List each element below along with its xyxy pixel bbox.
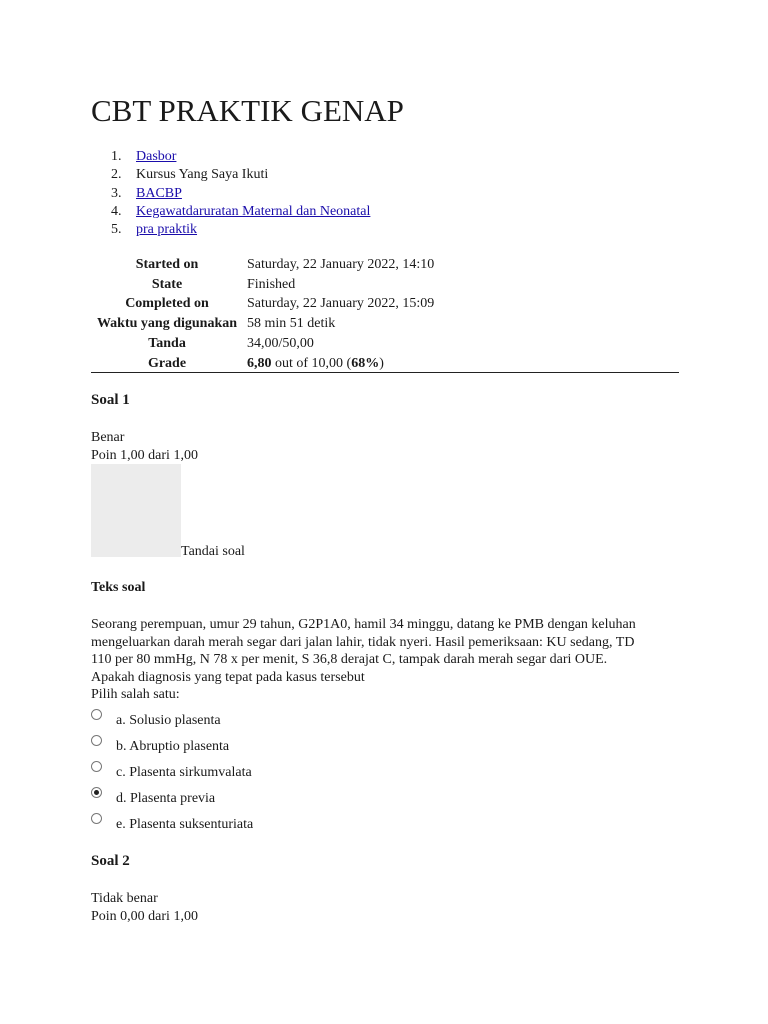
summary-value: Saturday, 22 January 2022, 15:09 [247,296,435,312]
answer-option-label: d. Plasenta previa [116,791,216,806]
question-1-status: Benar [91,430,125,445]
breadcrumb-item-kursus [91,166,370,184]
breadcrumb-number: 3. [111,185,122,201]
question-2-title: Soal 2 [91,853,130,869]
flag-question-label[interactable]: Tandai soal [181,544,245,559]
summary-value: Saturday, 22 January 2022, 14:10 [247,256,435,272]
summary-label: Started on [135,256,199,272]
grade-value [246,354,679,374]
summary-row-time [91,314,679,334]
radio-unselected-icon[interactable] [91,813,102,824]
radio-unselected-icon[interactable] [91,761,102,772]
breadcrumb [91,148,370,239]
question-1-title: Soal 1 [91,392,130,408]
summary-label: Grade [147,355,187,371]
breadcrumb-link-pra-praktik[interactable]: pra praktik [136,222,198,238]
answer-option-label: a. Solusio plasenta [116,713,221,728]
question-text-line: Seorang perempuan, umur 29 tahun, G2P1A0, hamil 34 minggu, datang ke PMB dengan keluhan [91,617,636,632]
breadcrumb-item-bacbp [91,185,370,203]
summary-row-grade [91,354,679,374]
question-text-line: mengeluarkan darah merah segar dari jalan lahir, tidak nyeri. Hasil pemeriksaan: KU sedang, TD [91,634,635,650]
summary-label: Tanda [148,336,186,352]
answer-option-label: e. Plasenta suksenturiata [116,817,254,832]
breadcrumb-item-course [91,203,370,221]
grade-percent: 68% [351,355,380,371]
question-2-points: Poin 0,00 dari 1,00 [91,909,198,924]
breadcrumb-link-bacbp[interactable]: BACBP [136,185,182,201]
breadcrumb-text-kursus: Kursus Yang Saya Ikuti [136,167,269,183]
page-title: CBT PRAKTIK GENAP [91,93,404,128]
question-2-status: Tidak benar [91,891,158,906]
answer-option-label: b. Abruptio plasenta [116,739,230,754]
grade-close: ) [379,355,384,371]
radio-unselected-icon[interactable] [91,735,102,746]
question-text-line: 110 per 80 mmHg, N 78 x per menit, S 36,8 derajat C, tampak darah merah segar dari OUE. [91,652,608,668]
summary-value: 34,00/50,00 [247,336,314,352]
summary-value: Finished [247,276,296,292]
summary-row-marks [91,334,679,354]
summary-label: Completed on [125,296,209,312]
summary-row-started [91,255,679,275]
question-1-points: Poin 1,00 dari 1,00 [91,448,198,463]
breadcrumb-number: 5. [111,222,122,238]
summary-row-completed [91,295,679,315]
summary-label: Waktu yang digunakan [96,316,238,332]
flag-question-icon[interactable] [91,464,181,557]
radio-unselected-icon[interactable] [91,709,102,720]
breadcrumb-link-dasbor[interactable]: Dasbor [136,149,177,164]
attempt-summary-table [91,255,679,374]
answer-prompt: Pilih salah satu: [91,687,180,703]
summary-divider [91,372,679,373]
breadcrumb-link-course[interactable]: Kegawatdaruratan Maternal dan Neonatal [136,203,371,219]
breadcrumb-item-pra-praktik [91,221,370,239]
summary-value: 58 min 51 detik [247,316,336,332]
summary-label: State [151,276,183,292]
breadcrumb-number: 1. [111,149,122,164]
breadcrumb-number: 2. [111,167,122,183]
question-1-text [91,616,691,704]
summary-row-state [91,275,679,295]
radio-selected-icon[interactable] [91,787,102,798]
question-text-heading: Teks soal [91,580,146,595]
breadcrumb-item-dasbor [91,148,370,166]
question-text-line: Apakah diagnosis yang tepat pada kasus tersebut [91,669,365,685]
grade-out-of: out of 10,00 ( [271,355,352,371]
breadcrumb-number: 4. [111,203,122,219]
grade-score: 6,80 [247,355,272,371]
answer-option-label: c. Plasenta sirkumvalata [116,765,252,780]
